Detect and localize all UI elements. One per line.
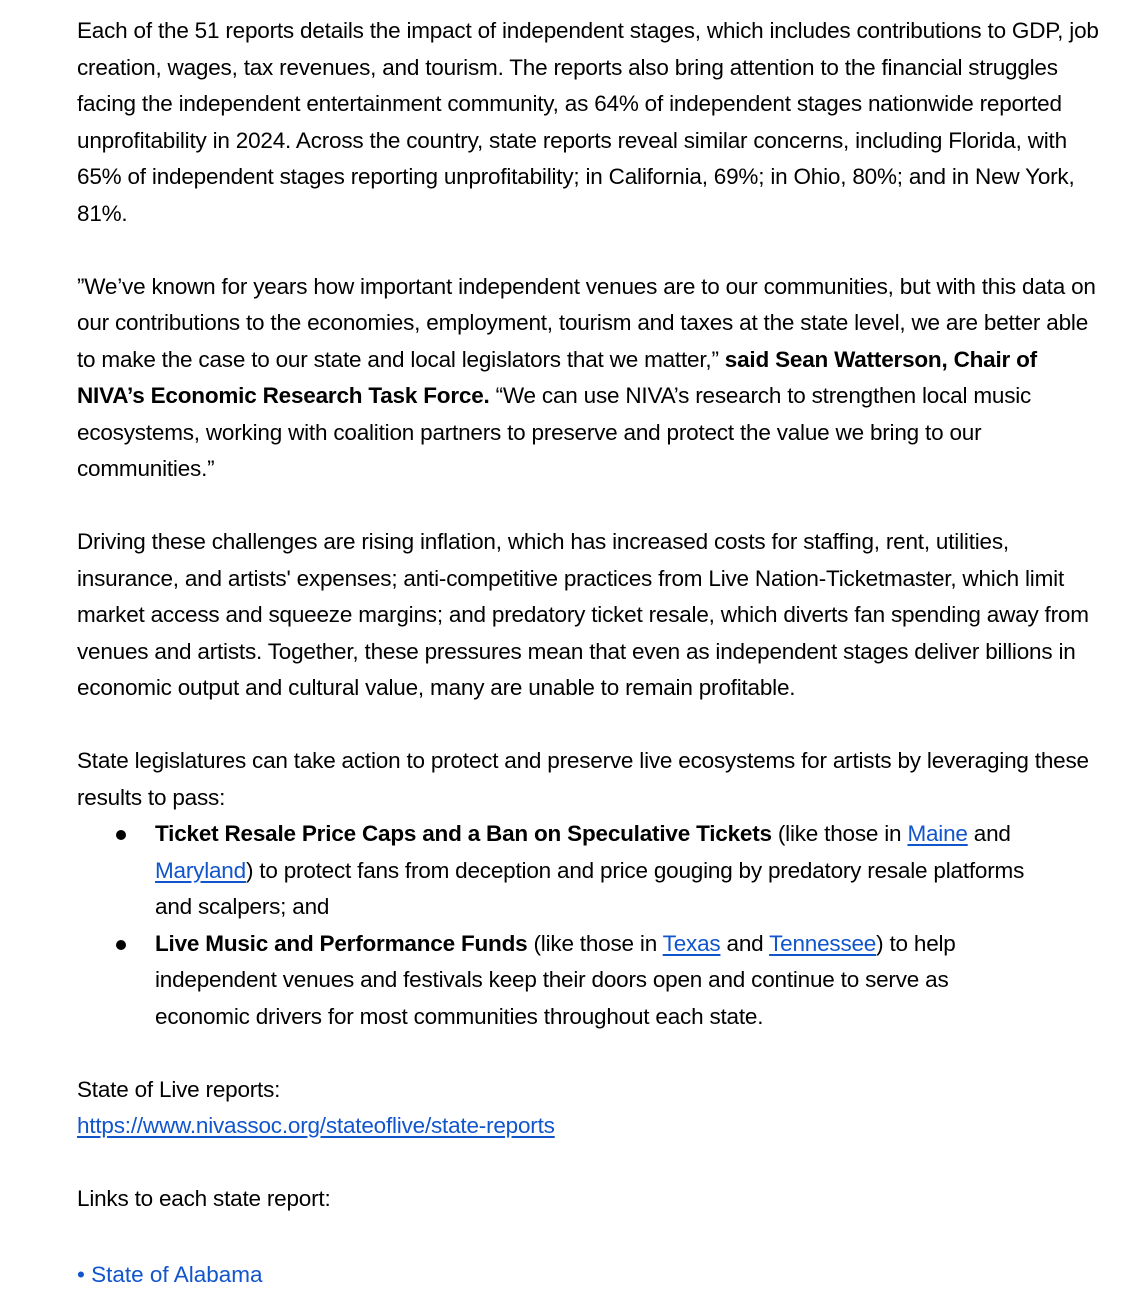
policy-text: ) to help independent venues and festivals keep their doors open and continue to serve as economic drivers for most communities throughout each state. <box>155 930 956 1029</box>
policy-title: Ticket Resale Price Caps and a Ban on Speculative Tickets <box>155 821 772 846</box>
policy-title: Live Music and Performance Funds <box>155 930 528 956</box>
policy-text: (like those in <box>527 930 663 956</box>
bullet-icon <box>116 830 126 840</box>
quote-opening: ”We’ve known for years how important independent venues are to our communities, but with this data on our contributions to the economies, employment, tourism and taxes at the state level, we are better able to make the case to our state and local legislators that we matter,” <box>77 273 1096 372</box>
quote-closing: “We can use NIVA’s research to strengthen local music ecosystems, working with coalition partners to preserve and protect the value we bring to our communities.” <box>77 383 1032 481</box>
link-tennessee[interactable]: Tennessee <box>769 930 877 956</box>
reports-url-link[interactable]: https://www.nivassoc.org/stateoflive/state-reports <box>77 1113 555 1138</box>
reports-section <box>77 1072 1107 1145</box>
quote-attribution: said Sean Watterson, Chair of NIVA’s Economic Research Task Force. <box>77 346 1037 408</box>
state-links-label: Links to each state report: <box>77 1186 331 1211</box>
policy-text: (like those in <box>771 821 908 846</box>
reports-label: State of Live reports: <box>77 1076 281 1102</box>
list-item-ticket-resale <box>77 816 1107 926</box>
policy-list <box>77 816 1107 1035</box>
document-body <box>77 13 1107 1218</box>
paragraph-challenges: Driving these challenges are rising inflation, which has increased costs for staffing, rent, utilities, insurance, and artists' expenses; anti-competitive practices from Live Nation-Ticketmaster, which limit market access and squeeze margins; and predatory ticket resale, which diverts fan spending away from venues and artists. Together, these pressures mean that even as independent stages deliver billions in economic output and cultural value, many are unable to remain profitable. <box>77 529 1089 700</box>
bullet-icon <box>116 940 126 950</box>
paragraph-quote <box>77 269 1107 488</box>
list-item-performance-funds <box>77 926 1107 1036</box>
policy-text: and <box>720 930 770 956</box>
link-maine[interactable]: Maine <box>907 821 968 846</box>
paragraph-report-impact: Each of the 51 reports details the impact of independent stages, which includes contributions to GDP, job creation, wages, tax revenues, and tourism. The reports also bring attention to the financial struggles facing the independent entertainment community, as 64% of independent stages nationwide reported unprofitability in 2024. Across the country, state reports reveal similar concerns, including Florida, with 65% of independent stages reporting unprofitability; in California, 69%; in Ohio, 80%; and in New York, 81%. <box>77 18 1099 226</box>
link-texas[interactable]: Texas <box>662 930 721 956</box>
state-link-partial[interactable]: • State of Alabama <box>77 1262 263 1287</box>
policy-text: and <box>967 821 1011 846</box>
paragraph-legislatures: State legislatures can take action to protect and preserve live ecosystems for artists by leveraging these results to pass: <box>77 748 1089 810</box>
link-maryland[interactable]: Maryland <box>155 857 246 883</box>
policy-text: ) to protect fans from deception and price gouging by predatory resale platforms and scalpers; and <box>155 857 1025 919</box>
